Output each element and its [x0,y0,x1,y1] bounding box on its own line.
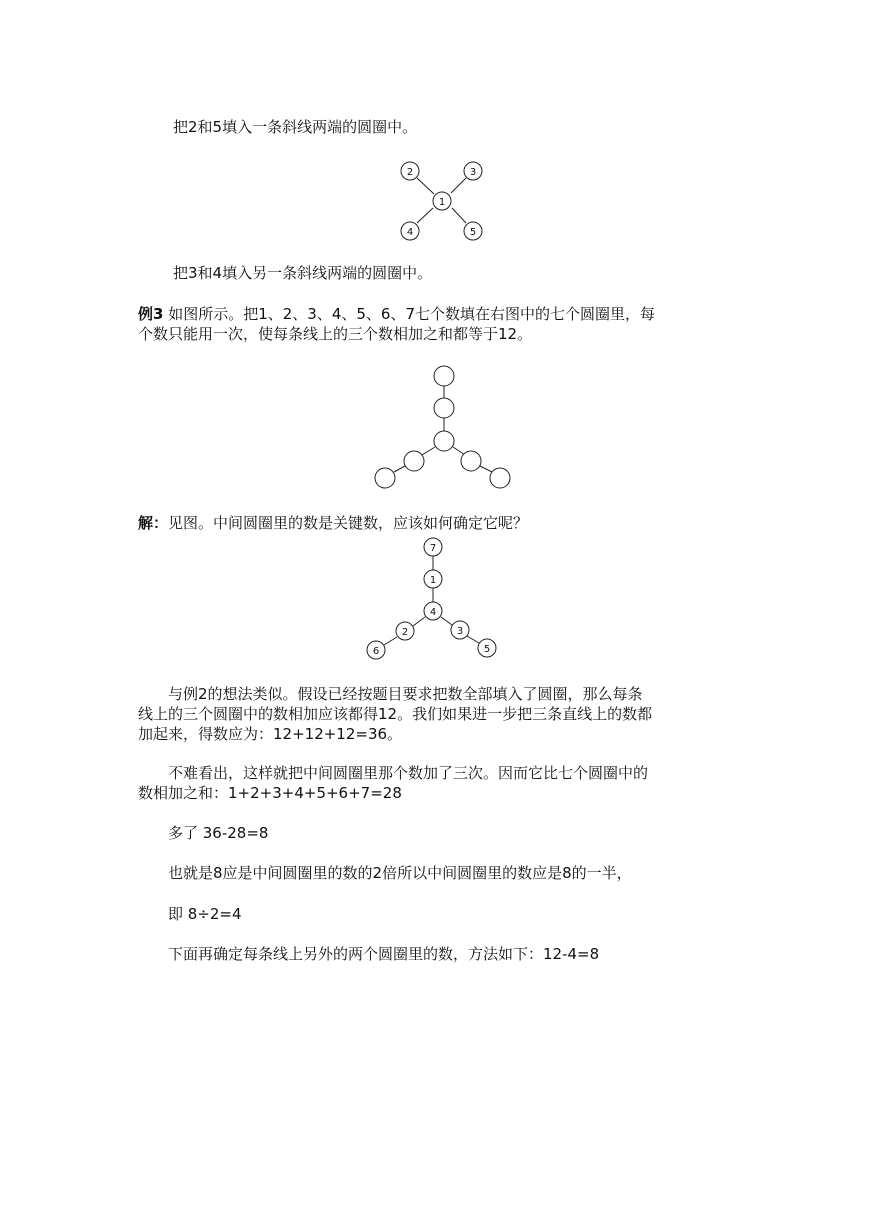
paragraph-fill-3-4: 把3和4填入另一条斜线两端的圆圈中。 [173,264,433,282]
paragraph-fill-2-5: 把2和5填入一条斜线两端的圆圈中。 [173,118,418,136]
paragraph-4-line-2: 数相加之和：1+2+3+4+5+6+7=28 [138,784,402,802]
filled-node-right-outer [478,639,496,657]
filled-node-left-inner [396,622,414,640]
svg-text:7: 7 [429,543,437,554]
svg-text:2: 2 [401,627,409,638]
svg-text:3: 3 [469,167,477,178]
svg-text:1: 1 [429,575,437,586]
filled-node-right-inner [451,621,469,639]
solution-text: 见图。中间圆圈里的数是关键数，应该如何确定它呢？ [168,514,529,532]
example-3-label: 例3 [138,305,164,323]
paragraph-8: 下面再确定每条线上另外的两个圆圈里的数，方法如下：12-4=8 [168,945,600,963]
filled-node-center [424,602,442,620]
svg-text:2: 2 [406,167,414,178]
svg-text:5: 5 [483,644,491,655]
svg-text:6: 6 [372,646,380,657]
solution-label: 解： [138,514,169,532]
filled-node-top [424,538,442,556]
svg-text:4: 4 [406,227,414,238]
paragraph-3-line-2: 线上的三个圆圈中的数相加应该都得12。我们如果进一步把三条直线上的数都 [138,705,653,723]
paragraph-4-line-1: 不难看出，这样就把中间圆圈里那个数加了三次。因而它比七个圆圈中的 [168,764,649,782]
paragraph-6: 也就是8应是中间圆圈里的数的2倍所以中间圆圈里的数应是8的一半， [168,864,632,882]
svg-text:1: 1 [438,197,446,208]
example-3-line-2: 个数只能用一次，使每条线上的三个数相加之和都等于12。 [138,325,533,343]
paragraph-3-line-3: 加起来，得数应为：12+12+12=36。 [138,725,403,743]
filled-node-upper [424,570,442,588]
example-3-text: 如图所示。把1、2、3、4、5、6、7七个数填在右图中的七个圆圈里，每 [168,305,656,323]
filled-node-left-outer [367,641,385,659]
paragraph-7: 即 8÷2=4 [168,905,242,923]
paragraph-5: 多了 36-28=8 [168,824,269,842]
svg-text:5: 5 [469,227,477,238]
svg-text:4: 4 [429,607,437,618]
svg-text:3: 3 [456,626,464,637]
paragraph-3-line-1: 与例2的想法类似。假设已经按题目要求把数全部填入了圆圈，那么每条 [168,685,643,703]
